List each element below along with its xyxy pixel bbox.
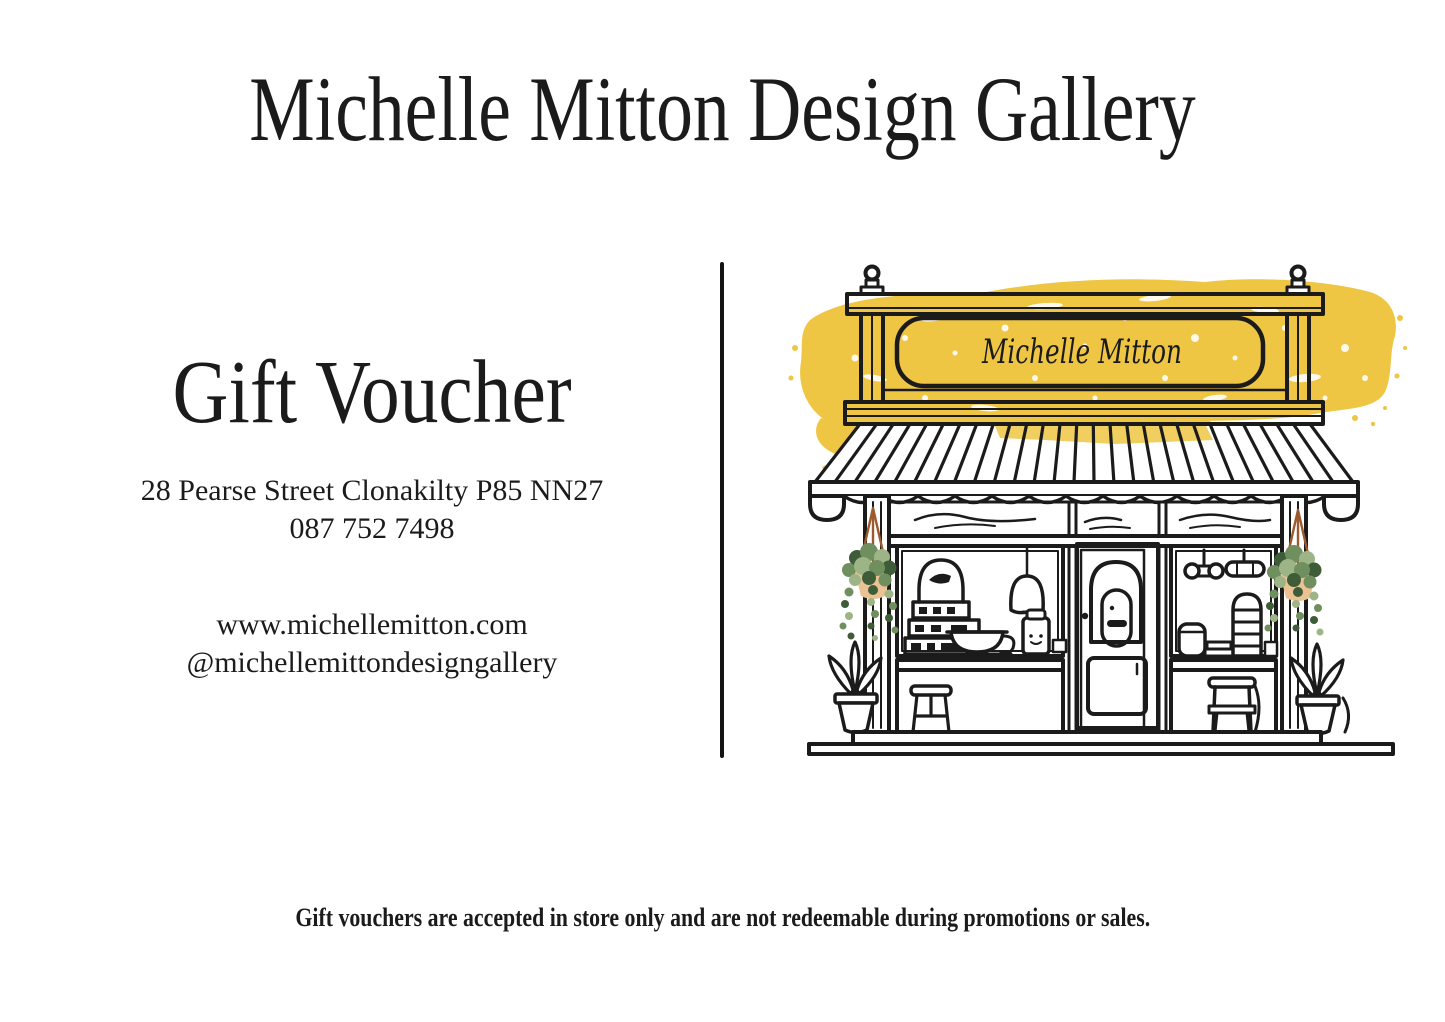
address-line: 28 Pearse Street Clonakilty P85 NN27	[140, 474, 604, 507]
footer-note	[0, 903, 1445, 933]
left-window-display	[897, 546, 1066, 732]
vertical-divider	[720, 262, 724, 758]
mug-with-face	[1023, 610, 1049, 654]
website-line: www.michellemitton.com	[216, 608, 528, 641]
voucher-details	[52, 343, 692, 682]
shop-door	[1077, 544, 1158, 728]
awning	[810, 424, 1358, 520]
social-handle-line: @michellemittondesigngallery	[186, 646, 558, 679]
sign-script-text: Michelle Mitton	[981, 332, 1182, 372]
voucher-heading	[52, 343, 692, 442]
storefront-illustration	[785, 258, 1415, 772]
door-handle	[1082, 613, 1088, 619]
contact-block	[52, 472, 692, 548]
storefront-base	[809, 732, 1393, 754]
phone-line: 087 752 7498	[289, 512, 455, 545]
voucher-heading-text: Gift Voucher	[172, 343, 572, 442]
footer-note-text: Gift vouchers are accepted in store only and are not redeemable during promotions or sales.	[295, 903, 1150, 932]
transom-reflections	[915, 514, 1270, 529]
right-window-display	[1171, 550, 1277, 732]
page-title-text: Michelle Mitton Design Gallery	[249, 58, 1196, 160]
web-block	[52, 606, 692, 682]
page-title	[0, 58, 1445, 161]
pendant-lamp	[1011, 546, 1043, 613]
